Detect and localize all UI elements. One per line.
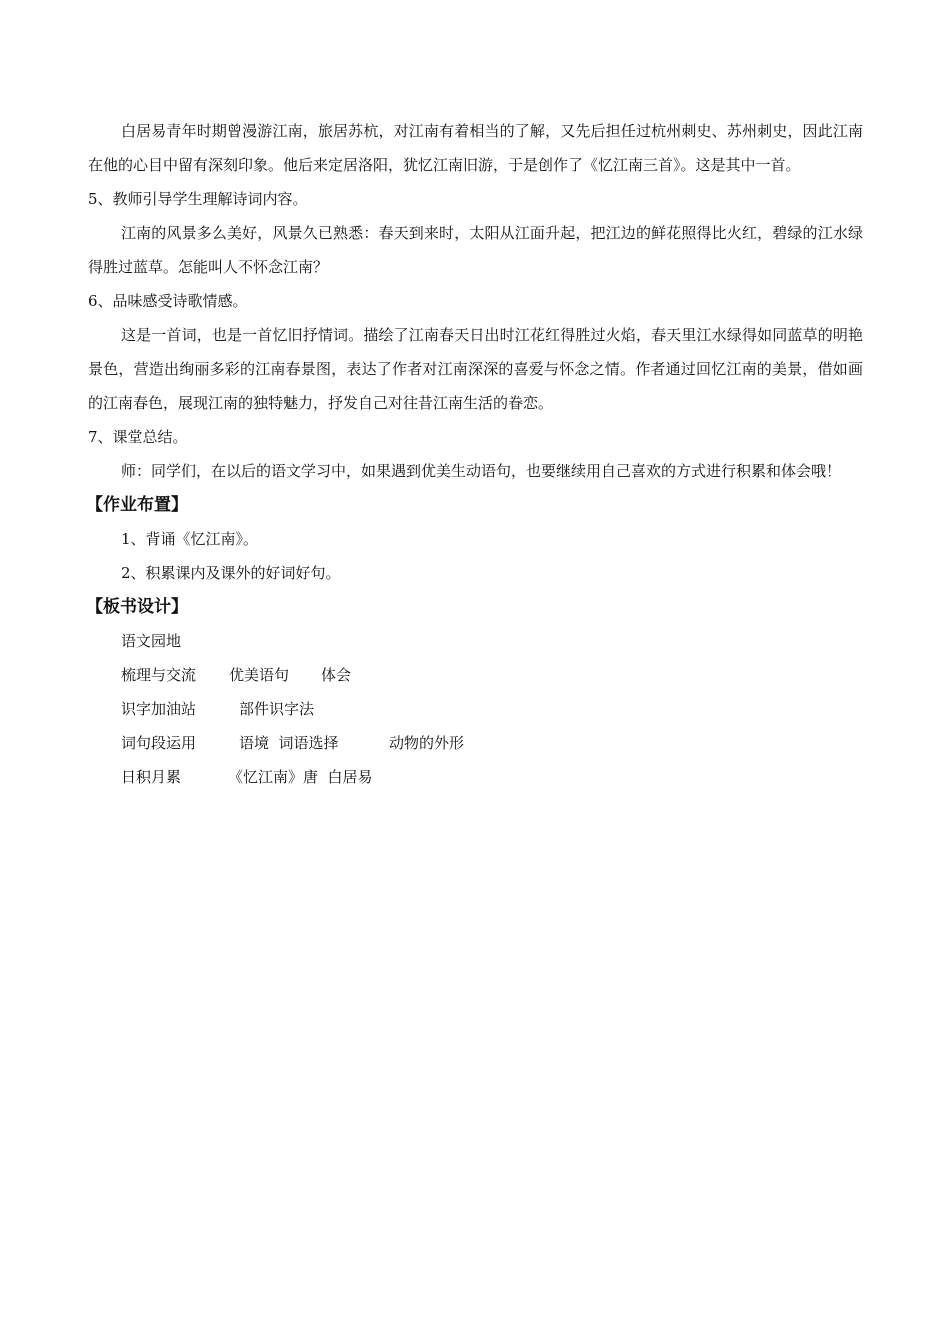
board-heading: 【板书设计】	[86, 597, 188, 617]
board-row	[88, 760, 863, 794]
homework-heading: 【作业布置】	[86, 495, 188, 515]
step-5-paragraph: 江南的风景多么美好，风景久已熟悉：春天到来时，太阳从江面升起，把江边的鲜花照得比火红，碧绿的江水绿得胜过蓝草。怎能叫人不怀念江南？	[88, 224, 863, 276]
step-5-title: 5、教师引导学生理解诗词内容。	[88, 190, 308, 208]
step-7-paragraph: 师：同学们，在以后的语文学习中，如果遇到优美生动语句，也要继续用自己喜欢的方式进行积累和体会哦！	[121, 462, 842, 480]
step-6-title: 6、品味感受诗歌情感。	[88, 292, 248, 310]
document-page	[88, 114, 863, 794]
homework-item: 1、背诵《忆江南》。	[121, 530, 259, 548]
intro-paragraph: 白居易青年时期曾漫游江南，旅居苏杭，对江南有着相当的了解，又先后担任过杭州刺史、苏州刺史，因此江南在他的心目中留有深刻印象。他后来定居洛阳，犹忆江南旧游，于是创作了《忆江南三首》。这是其中一首。	[88, 122, 863, 174]
board-cell: 词句段运用	[121, 734, 197, 752]
step-6-paragraph: 这是一首词，也是一首忆旧抒情词。描绘了江南春天日出时江花红得胜过火焰，春天里江水绿得如同蓝草的明艳景色，营造出绚丽多彩的江南春景图，表达了作者对江南深深的喜爱与怀念之情。作者通过回忆江南的美景，借如画的江南春色，展现江南的独特魅力，抒发自己对往昔江南生活的眷恋。	[88, 326, 863, 412]
board-cell: 《忆江南》唐 白居易	[228, 768, 373, 786]
step-7-title: 7、课堂总结。	[88, 428, 188, 446]
board-cell: 体会	[321, 666, 352, 684]
board-cell: 语境 词语选择	[239, 734, 339, 752]
board-cell: 日积月累	[121, 768, 182, 786]
board-cell: 部件识字法	[239, 700, 315, 718]
board-row	[88, 658, 863, 692]
homework-item: 2、积累课内及课外的好词好句。	[121, 564, 341, 582]
board-cell: 识字加油站	[121, 700, 197, 718]
board-title: 语文园地	[121, 632, 182, 650]
board-cell: 梳理与交流	[121, 666, 197, 684]
board-row	[88, 692, 863, 726]
board-cell: 优美语句	[229, 666, 290, 684]
board-cell: 动物的外形	[389, 734, 465, 752]
board-row	[88, 726, 863, 760]
